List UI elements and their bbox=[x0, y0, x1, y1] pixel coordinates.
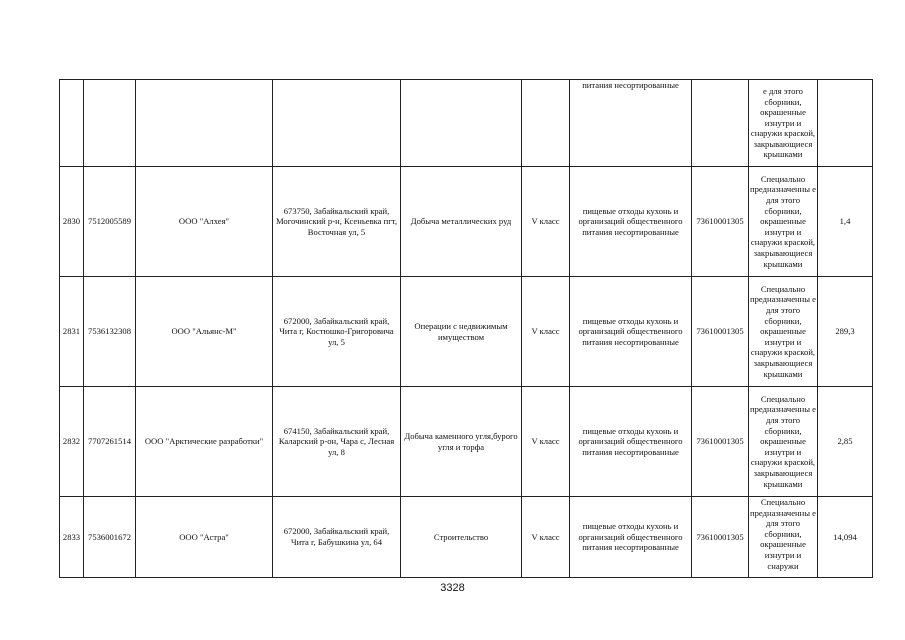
organization-name-cell bbox=[136, 80, 273, 167]
amount-cell: 2,85 bbox=[818, 387, 873, 497]
hazard-class-cell bbox=[522, 80, 570, 167]
amount-cell bbox=[818, 80, 873, 167]
waste-type-cell: пищевые отходы кухонь и организаций общественного питания несортированные bbox=[570, 167, 692, 277]
organization-name-cell: ООО "Астра" bbox=[136, 497, 273, 578]
activity-cell: Добыча металлических руд bbox=[401, 167, 522, 277]
container-cell: Специально предназначенны е для этого сборники, окрашенные изнутри и снаружи краской, закрывающиеся крышками bbox=[749, 387, 818, 497]
table-row bbox=[60, 80, 873, 167]
table-row bbox=[60, 497, 873, 578]
activity-cell bbox=[401, 80, 522, 167]
hazard-class-cell: V класс bbox=[522, 387, 570, 497]
waste-registry-table bbox=[59, 79, 873, 578]
fkko-code-cell: 73610001305 bbox=[692, 497, 749, 578]
hazard-class-cell: V класс bbox=[522, 277, 570, 387]
waste-type-cell: пищевые отходы кухонь и организаций общественного питания несортированные bbox=[570, 277, 692, 387]
table-row bbox=[60, 167, 873, 277]
waste-type-cell: питания несортированные bbox=[570, 80, 692, 167]
fkko-code-cell bbox=[692, 80, 749, 167]
fkko-code-cell: 73610001305 bbox=[692, 387, 749, 497]
activity-cell: Добыча каменного угля,бурого угля и торфа bbox=[401, 387, 522, 497]
organization-name-cell: ООО "Алхея" bbox=[136, 167, 273, 277]
inn-cell: 7512005589 bbox=[84, 167, 136, 277]
table-row bbox=[60, 277, 873, 387]
container-cell: Специально предназначенны е для этого сборники, окрашенные изнутри и снаружи краской, закрывающиеся крышками bbox=[749, 277, 818, 387]
hazard-class-cell: V класс bbox=[522, 167, 570, 277]
container-cell: е для этого сборники, окрашенные изнутри и снаружи краской, закрывающиеся крышками bbox=[749, 80, 818, 167]
row-number-cell bbox=[60, 80, 84, 167]
waste-type-cell: пищевые отходы кухонь и организаций общественного питания несортированные bbox=[570, 497, 692, 578]
fkko-code-cell: 73610001305 bbox=[692, 277, 749, 387]
amount-cell: 289,3 bbox=[818, 277, 873, 387]
container-cell: Специально предназначенны е для этого сборники, окрашенные изнутри и снаружи краской, закрывающиеся крышками bbox=[749, 167, 818, 277]
address-cell: 674150, Забайкальский край, Каларский р-он, Чара с, Лесная ул, 8 bbox=[273, 387, 401, 497]
row-number-cell: 2832 bbox=[60, 387, 84, 497]
container-cell: Специально предназначенны е для этого сборники, окрашенные изнутри и снаружи bbox=[749, 497, 818, 578]
row-number-cell: 2833 bbox=[60, 497, 84, 578]
row-number-cell: 2830 bbox=[60, 167, 84, 277]
address-cell: 672000, Забайкальский край, Чита г, Бабушкина ул, 64 bbox=[273, 497, 401, 578]
activity-cell: Операции с недвижимым имуществом bbox=[401, 277, 522, 387]
amount-cell: 14,094 bbox=[818, 497, 873, 578]
address-cell: 673750, Забайкальский край, Могочинский р-н, Ксеньевка пгт, Восточная ул, 5 bbox=[273, 167, 401, 277]
inn-cell: 7536001672 bbox=[84, 497, 136, 578]
inn-cell: 7707261514 bbox=[84, 387, 136, 497]
table-row bbox=[60, 387, 873, 497]
row-number-cell: 2831 bbox=[60, 277, 84, 387]
amount-cell: 1,4 bbox=[818, 167, 873, 277]
activity-cell: Строительство bbox=[401, 497, 522, 578]
organization-name-cell: ООО "Альянс-М" bbox=[136, 277, 273, 387]
inn-cell: 7536132308 bbox=[84, 277, 136, 387]
hazard-class-cell: V класс bbox=[522, 497, 570, 578]
fkko-code-cell: 73610001305 bbox=[692, 167, 749, 277]
address-cell bbox=[273, 80, 401, 167]
page-number: 3328 bbox=[440, 582, 465, 594]
waste-type-cell: пищевые отходы кухонь и организаций общественного питания несортированные bbox=[570, 387, 692, 497]
organization-name-cell: ООО "Арктические разработки" bbox=[136, 387, 273, 497]
inn-cell bbox=[84, 80, 136, 167]
address-cell: 672000, Забайкальский край, Чита г, Костюшко-Григоровича ул, 5 bbox=[273, 277, 401, 387]
